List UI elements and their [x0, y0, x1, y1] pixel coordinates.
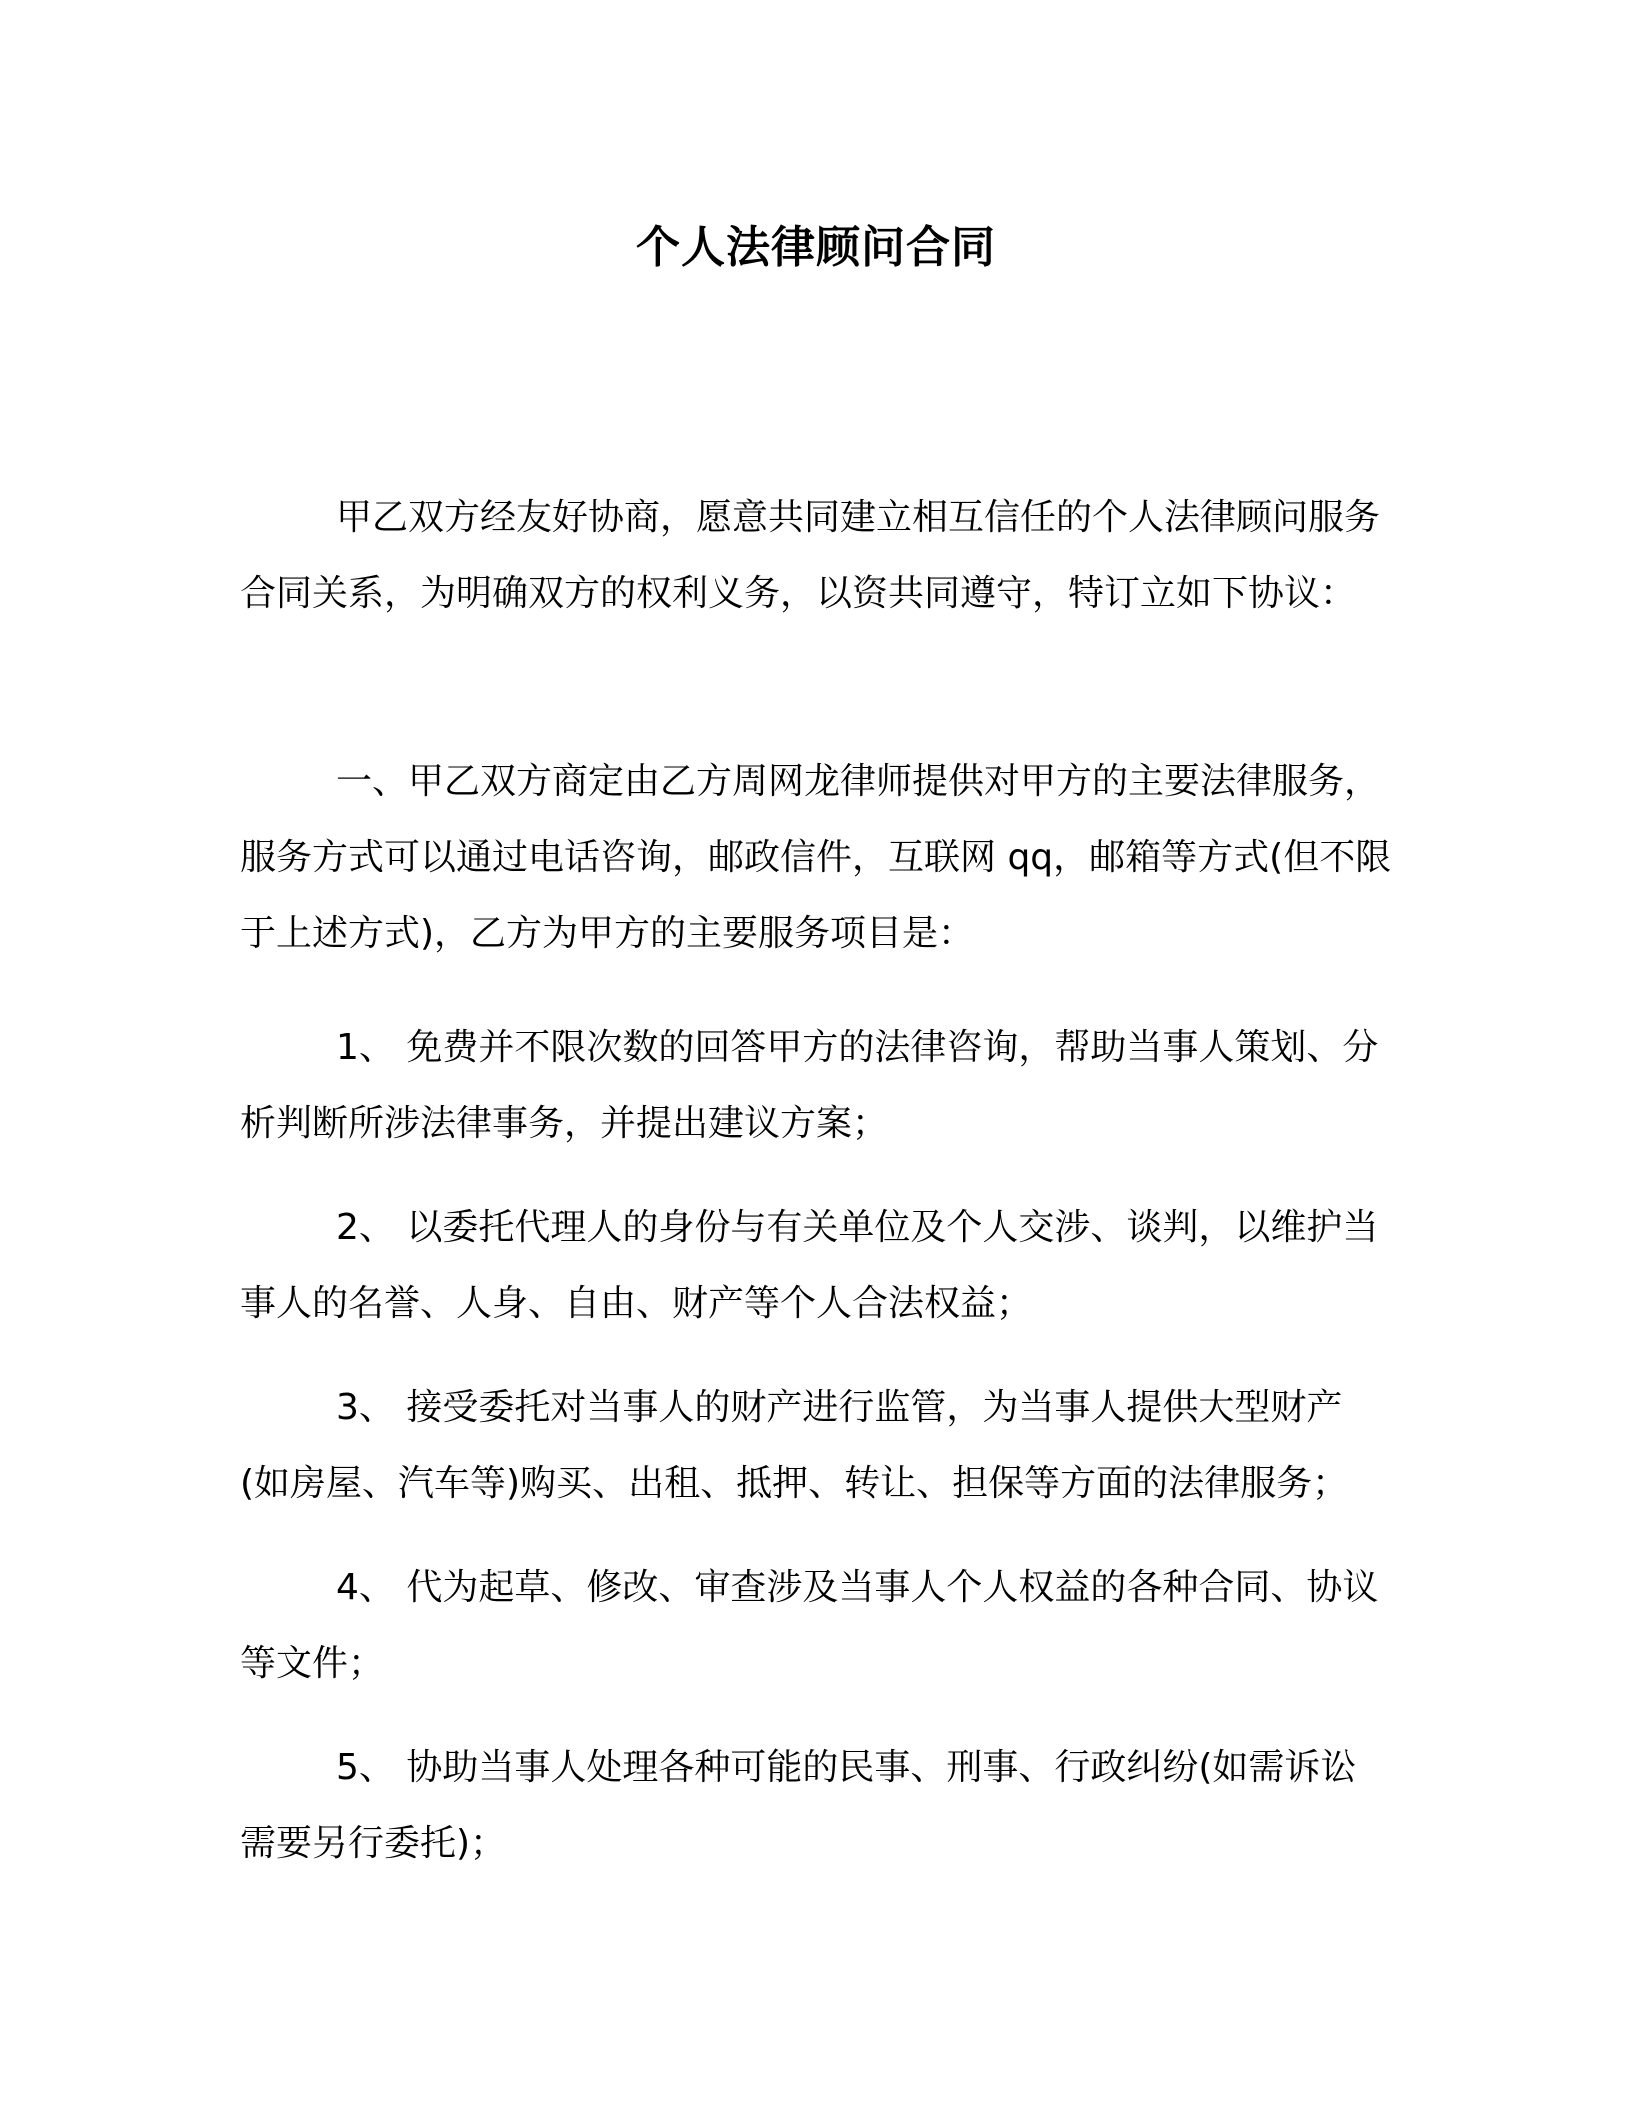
- intro-paragraph: 甲乙双方经友好协商，愿意共同建立相互信任的个人法律顾问服务合同关系，为明确双方的权利义务，以资共同遵守，特订立如下协议：: [240, 497, 1381, 614]
- clause-one-paragraph: 一、甲乙双方商定由乙方周网龙律师提供对甲方的主要法律服务，服务方式可以通过电话咨询，邮政信件，互联网 qq，邮箱等方式(但不限于上述方式)，乙方为甲方的主要服务项目是：: [240, 761, 1392, 954]
- service-item-4: 4、 代为起草、修改、审查涉及当事人个人权益的各种合同、协议等文件；: [240, 1567, 1379, 1684]
- service-item-5: 5、 协助当事人处理各种可能的民事、刑事、行政纠纷(如需诉讼需要另行委托)；: [240, 1747, 1357, 1864]
- service-item-3: 3、 接受委托对当事人的财产进行监管，为当事人提供大型财产(如房屋、汽车等)购买、出租、抵押、转让、担保等方面的法律服务；: [240, 1387, 1349, 1504]
- service-item-1: 1、 免费并不限次数的回答甲方的法律咨询，帮助当事人策划、分析判断所涉法律事务，并提出建议方案；: [240, 1027, 1379, 1144]
- document-title: 个人法律顾问合同: [636, 222, 996, 273]
- service-item-2: 2、 以委托代理人的身份与有关单位及个人交涉、谈判，以维护当事人的名誉、人身、自由、财产等个人合法权益；: [240, 1207, 1379, 1324]
